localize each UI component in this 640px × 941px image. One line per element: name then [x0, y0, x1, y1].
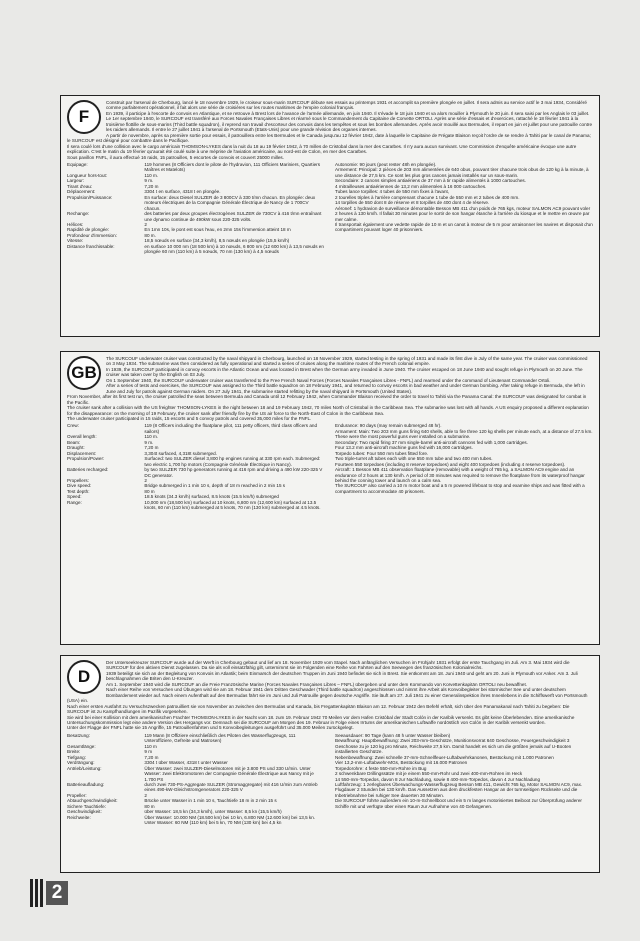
spec-paragraph: Endurance: 90 days (may remain submerged 48 hr).: [335, 423, 442, 429]
spec-row: [67, 467, 325, 478]
spec-value: 9 m.: [144, 178, 154, 184]
spec-key: Equipage:: [67, 161, 88, 167]
spec-key: Vitesse:: [67, 238, 84, 244]
section-english: [60, 351, 600, 645]
spec-columns: [67, 162, 593, 255]
spec-paragraph: Torpedo tubes: Four 550 mm tubes fitted fore.: [335, 450, 429, 456]
spec-paragraph: 2 tourelles triples à l'arrière comprenant chacune 1 tube de 550 mm et 2 tubes de 400 mm.: [335, 194, 520, 200]
spec-value: 119 hommes (8 Officiers dont le pilote de l'hydravion, 111 Officiers Mariniers, Quartiers Maîtres et Matelots): [144, 161, 320, 173]
spec-key: Dive speed:: [67, 483, 92, 489]
spec-value: durch zwei 730-PS-Aggregate SULZER (Stromaggregate) mit 416 U/min zum Antrieb eines 490-kW-Gleichstromgenerators 220-325 V: [144, 781, 318, 793]
spec-key: Antrieb/Leistung:: [67, 765, 102, 771]
paragraph: The SURCOUF underwater cruiser was constructed by the naval shipyard in Cherbourg, launched on 18 November 1929, started testing in the spring of 1931 and made its first dive in July of the same year. The cruiser was commissioned on 3 May 1934. The submarine was then considered as fully operational and started a series of cruises along the maritime routes of the French colonial empire.: [106, 356, 588, 367]
spec-key: Verdrängung:: [67, 760, 95, 766]
spec-key: Reichweite:: [67, 814, 91, 820]
spec-paragraph: 14 550-mm-Torpedos, davon 8 zur Nachladung, sowie 8 400-mm-Torpedos, davon 4 zur Nachladung: [335, 776, 541, 782]
spec-value: en surface 10 000 nm (18 500 km) à 10 nœuds, 6 800 nm (12 600 km) à 13,5 nœuds en plongée 60 nm (110 km) à 5 nœuds, 70 nm (130 km) à 4,5 nœuds: [144, 243, 324, 255]
section-german: [60, 655, 600, 873]
spec-row: [67, 766, 325, 782]
spec-key: Déplacement:: [67, 189, 96, 195]
spec-key: Displacement:: [67, 450, 97, 456]
spec-left: [67, 423, 325, 510]
spec-left: [67, 162, 325, 255]
spec-key: Range:: [67, 499, 82, 505]
spec-paragraph: 2 schwenkbare Drillingssätze mit je einem 550-mm-Rohr und zwei 400-mm-Rohren im Heck: [335, 771, 523, 777]
spec-key: Breite:: [67, 749, 81, 755]
spec-value: Über Wasser: zwei SULZER-Dieselmotoren mit je 3.800 PS und 330 U/min. Unter Wasser: zwei Elektromotoren der Compagnie Générale Électrique aus Nancy mit je 1.700 PS: [144, 765, 314, 782]
spec-paragraph: Torpedorohre: 4 feste 550-mm-Rohre im Bug: [335, 765, 427, 771]
spec-row: [67, 733, 325, 744]
spec-paragraph: Tubes lance torpilles: 4 tubes de 550 mm fixes à l'avant,: [335, 189, 450, 195]
spec-row: [67, 162, 325, 173]
spec-value: 3,304t surfaced, 4,318t submerged.: [144, 450, 217, 456]
spec-row: [67, 195, 325, 211]
paragraph: 1939 beteiligt sie sich an der Begleitung von Konvois im Atlantik; beim Einmarsch der deutschen Truppen im Juni 1940 befindet sie sich in Brest. Sie entkommt am 18. Juni 1940 und geht am 20. Juni in Plymouth vor Anker. Am 3. Juli beschlagnahmen die Briten den U-Kreuzer.: [106, 670, 578, 682]
spec-value: 10,000 nm (18,500 km) surfaced at 10 knots, 6,800 nm (12,600 km) surfaced at 13.5 knots, 60 nm (110 km) submerged at 5 knots, 70 nm (130 km) submerged at 4.5 knots.: [144, 499, 321, 511]
spec-key: Batteries recharged:: [67, 467, 109, 473]
spec-key: Distance franchissable:: [67, 243, 115, 249]
spec-value: 18.5 knots (34.3 km/h) surfaced, 8.5 knots (15.5 km/h) submerged: [144, 494, 279, 500]
language-badge-f: F: [67, 100, 101, 134]
spec-key: Abtauchgeschwindigkeit:: [67, 798, 118, 804]
spec-paragraph: Luftfahrzeug: 1 zerlegbares Überwachungs-Wasserflugzeug Besson MB 411, Gewicht 765 kg, Motor SALMON AC9, max. Flugdauer 2 Stunden bei 130 km/h. Das Aussetzen aus dem druckfesten Hangar an der turmseitigen Rückseite und die Inbetriebnahme bei ruhiger See dauerten 30 Minuten.: [335, 781, 583, 798]
section-french: [60, 95, 600, 337]
spec-value: 18,5 nœuds en surface (34,3 km/h), 8,5 nœuds en plongée (15,5 km/h): [144, 238, 290, 244]
spec-key: Overall length:: [67, 434, 97, 440]
spec-row: [67, 815, 325, 826]
spec-value: Brücke unter Wasser in 1 min 10 s, Tauchtiefe 18 m in 2 min 15 s: [144, 798, 277, 804]
paragraph: Sie wird bei einer Kollision mit dem amerikanischen Frachter THOMSON-LYKES in der Nacht vom 18. zum 19. Februar 1942 70 Meilen vor dem Hafen Cristóbal der Stadt Colón in der Karibik versenkt. Es gibt keine Überlebenden. Eine amerikanische Untersuchungskommission legt eine andere Version des Hergangs vor. Demnach sei die SURCOUF am Morgen des 19. Februar in Folge eines Irrtums der amerikanischen Luftwaffe nordöstlich von Colón in der Karibik versenkt worden.: [67, 714, 575, 725]
spec-key: Rapidité de plongée:: [67, 227, 110, 233]
spec-key: Beam:: [67, 439, 81, 445]
paragraph: Construit par l'arsenal de Cherbourg, lancé le 18 novembre 1929, le croiseur sous-marin SURCOUF débute ses essais au printemps 1931 et accomplit sa première plongée en juillet. Il sera admis au service actif le 3 mai 1934, Considéré comme parfaitement opérationnel, il fait alors une série de croisières sur les routes maritimes de l'empire colonial français.: [106, 100, 587, 111]
spec-value: 110 m.: [144, 434, 159, 440]
spec-value: 2: [144, 221, 147, 227]
spec-paragraph: Autonomie: 90 jours (peut rester 48h en plongée).: [335, 161, 437, 167]
spec-row: [67, 423, 325, 434]
spec-value: Surfaced: two SULZER diesel 3,800 hp engines running at 330 rpm each. Submerged: two electric 1,700 hp motors (Compagnie Générale Électrique in Nancy).: [144, 456, 321, 467]
spec-key: Profondeur d'immersion:: [67, 232, 117, 238]
paragraph: Unter der Flagge der FNFL hatte sie 15 Angriffe, 15 Patrouillenfahrten und 5 Konvoibegleitungen ausgeführt und 35.000 Meilen zurückgelegt.: [67, 725, 354, 731]
paragraph: On 1 September 1940, the SURCOUF underwater cruiser was transferred to the Free French Naval Forces (Forces Navales Françaises Libres - FNFL) and rearmed under the command of Lieutenant Commander Ortoli.: [106, 377, 551, 383]
spec-key: Longueur hors-tout:: [67, 172, 108, 178]
spec-value: 3304 t en surface, 4318 t en plongée.: [144, 189, 221, 195]
spec-key: Propellers:: [67, 477, 89, 483]
spec-paragraph: 4 mitrailleuses antiaériennes de 13,2 mm alimentées à 16 000 cartouches.: [335, 183, 487, 189]
spec-key: Propulsion/Power:: [67, 456, 105, 462]
paragraph: En 1939, il participe à l'escorte de convois en Atlantique, et se retrouve à Brest lors de l'avance de l'armée allemande, en juin 1940. Il s'évade le 18 juin 1940 et va alors mouiller à Plymouth le 20 juin. Il sera saisi par les Anglais le 03 juillet.: [106, 110, 590, 116]
page-number: 2: [46, 881, 68, 905]
spec-value: 7,20 m: [144, 445, 159, 451]
page-number-block: [30, 878, 72, 908]
spec-key: Geschwindigkeit:: [67, 809, 102, 815]
spec-key: Tiefgang:: [67, 754, 86, 760]
spec-value: Bridge submerged in 1 min 10 s, depth of 18 m reached in 2 min 15 s: [144, 483, 286, 489]
paragraph: Am 1. September 1940 wird die SURCOUF an die Freie Französische Marine (Forces Navales Françaises Libres – FNFL) übergeben und unter dem Kommando von Korvettenkapitän ORTOLI neu bewaffnet.: [106, 681, 528, 687]
spec-value: 80 m: [144, 803, 155, 809]
spec-value: 7,20 m: [144, 183, 159, 189]
paragraph: A partir de novembre, après sa première sortie pour essais, il patrouillera entre les Bermudes et le Canada jusqu'au 12 février 1942, date à laquelle le Capitaine de Frégate Blaison reçoit l'ordre de se rendre à Tahiti par le canal de Panama; le SURCOUF est désigné pour combattre dans le Pacifique.: [67, 132, 591, 144]
spec-key: Rechange:: [67, 211, 90, 217]
spec-key: Largeur:: [67, 178, 85, 184]
spec-paragraph: Aéronef: 1 hydravion de surveillance démontable Besson MB 411 d'un poids de 765 kgs, moteur SALMON AC9 pouvant voler 2 heures à 130 km/h. Il fallait 30 minutes pour le sortir de son hangar étanche à l'arrière du kiosque et le mettre en œuvre par mer calme.: [335, 205, 591, 222]
spec-value: über Wasser: 18,5 kn (34,3 km/h), unter Wasser: 8,5 kn (15,5 km/h): [144, 809, 282, 815]
spec-key: Crew:: [67, 423, 79, 429]
spec-value: 9 m.: [144, 439, 154, 445]
paragraph: Der Unterseekreuzer SURCOUF wurde auf der Werft in Cherbourg gebaut und lief am 18. November 1929 vom Stapel. Nach anfänglichen Versuchen im Frühjahr 1931 erfolgt der erste Tauchgang im Juli. Am 3. Mai 1934 wird die SURCOUF für den aktiven Dienst zugelassen. Da sie als voll einsatzfähig gilt, unternimmt sie im Folgenden eine Reihe von Fahrten auf den Seewegen des französischen Kolonialreichs.: [106, 660, 570, 671]
spec-value: 119 (8 Officers including the floatplane pilot, 111 petty officers, third class officers and sailors): [144, 423, 318, 434]
spec-row: [67, 782, 325, 793]
spec-right: [335, 162, 593, 255]
spec-paragraph: Die SURCOUF führte außerdem ein 10-m-Schnellboot und ein 5 m langes motorisiertes Beiboot zur Überprüfung anderer Schiffe mit und verfügte über einen Raum zur Aufnahme von 40 Gefangenen.: [335, 798, 582, 809]
spec-columns: [67, 733, 593, 826]
spec-key: Hélices:: [67, 221, 84, 227]
spec-key: Propeller:: [67, 792, 87, 798]
spec-paragraph: Armement: Principal: 2 pièces de 203 mm alimentées de 640 obus, pouvant tirer chacune trois obus de 120 kg à la minute, à une distance de 27,5 km. Ce sont les plus gros canons jamais installés sur un sous-marin.: [335, 167, 589, 178]
spec-paragraph: Bewaffnung: Hauptbewaffnung: Zwei 203-mm-Geschütze, Munitionsvorrat 640 Geschosse, Feuergeschwindigkeit 3 Geschosse zu je 120 kg pro Minute, Reichweite 27,5 km. Damit handelt es sich um die größten jemals auf U-Booten installierten Geschütze.: [335, 738, 572, 755]
spec-value: des batteries par deux groupes électrogènes SULZER de 730CV à 416 t/mn entraînant une dynamo continue de 490kW sous 220-325 volts.: [144, 211, 322, 222]
paragraph: Il sera coulé lors d'une collision avec le cargo américain THOMSON-LYKES dans la nuit du 18 au 19 février 1942, à 70 milles de Cristobal dans la mer des Caraïbes. Il n'y aura aucun survivant. Une Commission d'enquête américaine évoque une autre explication. C'est le matin du 19 février qu'aurait été coulé suite à une méprise de l'aviation américaine, au nord-est de Colon, en mer des Caraïbes.: [67, 143, 577, 155]
decorative-bars: [30, 879, 43, 907]
paragraph: Nach einer Reihe von Versuchen und Übungen wird sie am 18. Februar 1941 dem Dritten Geschwader (Third battle squadron) angeschlossen und nimmt ihre Arbeit als Konvoibegleiter bei stürmischer See und unter deutschem Bombardement wieder auf. Nach einem Aufenthalt auf den Bermudas fährt sie im Juni und Juli Patrouille gegen deutsche Angriffe. Sie läuft am 27. Juli 1941 zu einer Generalinspektion ihres Innenlebens in die Schiffswerft von Portsmouth (USA) ein.: [67, 687, 588, 704]
spec-key: Draught:: [67, 445, 85, 451]
paragraph: In 1939, the SURCOUF participated in convoy escorts in the Atlantic Ocean and was located in Brest when the German army invaded in June 1940. The cruiser escaped on 18 June 1940 and sought refuge in Plymouth on 20 June. The cruiser was taken over by the English on 03 July.: [106, 366, 583, 378]
spec-key: Batterieaufladung:: [67, 781, 105, 787]
paragraph: The underwater cruiser participated in 15 raids, 15 escorts and 5 convoy patrols and covered 35,000 miles for the FNFL.: [67, 415, 312, 421]
spec-paragraph: Aircraft: 1 Besson MB 411 observation floatplane (removable) with a weight of 765 kg, a SALMON AC9 engine and an endurance of 2 hours at 130 km/h. A period of 30 minutes was required to remove the floatplane from its waterproof hangar behind the conning tower and launch on a calm sea.: [335, 467, 585, 483]
spec-paragraph: Two triple-turret aft tubes each with one 550 mm tube and two 400 mm tubes.: [335, 456, 493, 462]
spec-value: 110 m: [144, 743, 157, 749]
spec-paragraph: Secondaire: 2 canons simples antiaériens de 37 mm à tir rapide alimentés à 1000 cartouches.: [335, 178, 527, 184]
spec-row: [67, 244, 325, 255]
spec-row: [67, 456, 325, 467]
intro-text: [67, 356, 593, 421]
spec-columns: [67, 423, 593, 510]
language-badge-d: D: [67, 660, 101, 694]
paragraph: The cruiser sank after a collision with the US freighter THOMSON-LYKES in the night between 18 and 19 February 1942, 70 miles North of Cristobal in the Caribbean Sea. The submarine was lost with all hands. A US enquiry proposed a different explanation for the disappearance: on the morning of 19 February, the cruiser sank after friendly fire by the US air force to the North-East of Colon in the Caribbean Sea.: [67, 405, 589, 416]
spec-value: Über Wasser: 10.000 NM (18.500 km) bei 10 kn, 6.800 NM (12.600 km) bei 13,5 kn. Unter Wasser: 60 NM (110 km) bei 5 kn, 70 NM (130 km) bei 4,5 kn: [144, 814, 316, 826]
spec-right: [335, 733, 593, 826]
spec-value: 9 m: [144, 749, 153, 755]
spec-row: [67, 500, 325, 511]
spec-value: 119 Mann (8 Offiziere einschließlich des Piloten des Wasserflugzeugs, 111 Unteroffiziere, Gefreite und Matrosen): [144, 732, 296, 744]
spec-left: [67, 733, 325, 826]
language-badge-gb: GB: [67, 356, 101, 390]
bar: [40, 879, 43, 907]
spec-paragraph: Seeausdauer: 90 Tage (kann 48 h unter Wasser bleiben): [335, 732, 451, 738]
paragraph: Sous pavillon FNFL, il aura effectué 16 raids, 15 patrouilles, 5 escortes de convois et couvert 25000 milles.: [67, 154, 284, 160]
spec-paragraph: Four 13.2 mm anti-aircraft machine guns fed with 16,000 cartridges.: [335, 445, 473, 451]
spec-key: Test depth:: [67, 488, 90, 494]
spec-right: [335, 423, 593, 510]
intro-text: [67, 100, 593, 160]
spec-key: Besatzung:: [67, 732, 90, 738]
spec-value: 7,20 m: [144, 754, 159, 760]
spec-key: Gesamtlänge:: [67, 743, 96, 749]
paragraph: From November, after its first test run, the cruiser patrolled the seas between Bermuda and Canada until 12 February 1942, when Commander Blaison received the order to travel to Tahiti via the Panama Canal: the SURCOUF was designated for combat in the Pacific.: [67, 394, 587, 405]
spec-row: [67, 211, 325, 222]
spec-key: Sichere Tauchtiefe:: [67, 803, 106, 809]
spec-value: 110 m.: [144, 172, 159, 178]
spec-value: 2: [144, 477, 147, 483]
bar: [30, 879, 33, 907]
intro-text: [67, 660, 593, 731]
spec-key: Speed:: [67, 494, 82, 500]
spec-value: 80 m: [144, 488, 155, 494]
spec-key: Tirant d'eau:: [67, 183, 93, 189]
paragraph: After a series of tests and exercises, the SURCOUF was assigned to the Third battle squadron on 18 February 1941, and returned to convoy escorts in bad weather and under German bombing. After taking refuge in Bermuda, she left in June and July for patrols against German raiders. On 27 July 1941, the submarine started refitting by the naval shipyard in Portsmouth (United States).: [106, 383, 585, 394]
spec-paragraph: Fourteen 550 torpedoes (including 8 reserve torpedoes) and eight 400 torpedoes (including 4 reserve torpedoes).: [335, 461, 566, 467]
spec-value: 2: [144, 792, 147, 798]
paragraph: Le 1er septembre 1940, le SURCOUF est transféré aux Forces Navales Françaises Libres et réarmé sous le Commandement du Capitaine de Corvette ORTOLI. Après une série d'essais et d'exercices, rattaché le 18 février 1941 à la troisième flottille de sous-marins (Third battle squadron), il reprend son travail d'escorteur des convois dans les tempêtes et sous les bombes allemandes. Après avoir mouillé aux Bermudes, il repart en juin et juillet pour une patrouille contre les raiders allemands. Il entre le 27 juillet 1941 à l'arsenal de Portsmouth (Etats-Unis) pour une grande révision des organes internes.: [106, 116, 593, 133]
spec-key: Propulsion/Puissance:: [67, 194, 113, 200]
bar: [35, 879, 38, 907]
spec-value: by two SULZER 730 hp generators running at 416 rpm and driving a 490 kW 220-325 V DC generator.: [144, 467, 323, 478]
spec-value: 3304 t über Wasser, 4318 t unter Wasser: [144, 760, 228, 766]
spec-paragraph: Vier 13,2-mm-Luftabwehr-MGs, Bestückung mit 16.000 Patronen: [335, 760, 468, 766]
spec-paragraph: Secondary: Two rapid firing 37 mm single-barrel anti-aircraft cannons fed with 1,000 cartridges.: [335, 439, 528, 445]
spec-paragraph: Armament: Main: Two 203 mm guns firing 640 shells, able to fire three 120 kg shells per minute each, at a distance of 27.5 km. These were the most powerful guns ever installed on a submarine.: [335, 428, 593, 440]
spec-paragraph: The SURCOUF also carried a 10 m motor boat and a 5 m powered lifeboat to stop and examine ships and was fitted with a compartment to accommodate 40 prisoners.: [335, 483, 585, 494]
paragraph: Nach einer ersten Ausfahrt zu Versuchszwecken patrouilliert sie von November an zwischen den Bermudas und Kanada, bis Fregattenkapitän Blaison am 12. Februar 1942 den Befehl erhält, sich über den Panamakanal nach Tahiti zu begeben: Die SURCOUF ist zu Kampfhandlungen im Pazifik vorgesehen.: [67, 703, 570, 715]
spec-paragraph: Nebenbewaffnung: Zwei schnelle 37-mm-Schnellfeuer-Luftabwehrkanonen, Bestückung mit 1.000 Patronen: [335, 754, 554, 760]
spec-paragraph: 14 torpilles de 550 dont 8 de réserve et 8 torpilles de 400 dont 4 de réserve.: [335, 200, 490, 206]
spec-paragraph: Il transportait également une vedette rapide de 10 m et un canot à moteur de 5 m pour arraisonner les navires et disposait d'un compartiment pouvant loger 40 prisonniers.: [335, 221, 593, 233]
spec-value: En 1mn 10s, le pont est sous l'eau, en 2mn 15s l'immersion atteint 18 m: [144, 227, 291, 233]
spec-value: 80 m.: [144, 232, 156, 238]
spec-value: En surface: deux Diesel SULZER de 3 800CV à 330 t/mn chacun. En plongée: deux moteurs électriques de la Compagnie Générale Électrique de Nancy de 1 700CV chacun.: [144, 194, 316, 211]
